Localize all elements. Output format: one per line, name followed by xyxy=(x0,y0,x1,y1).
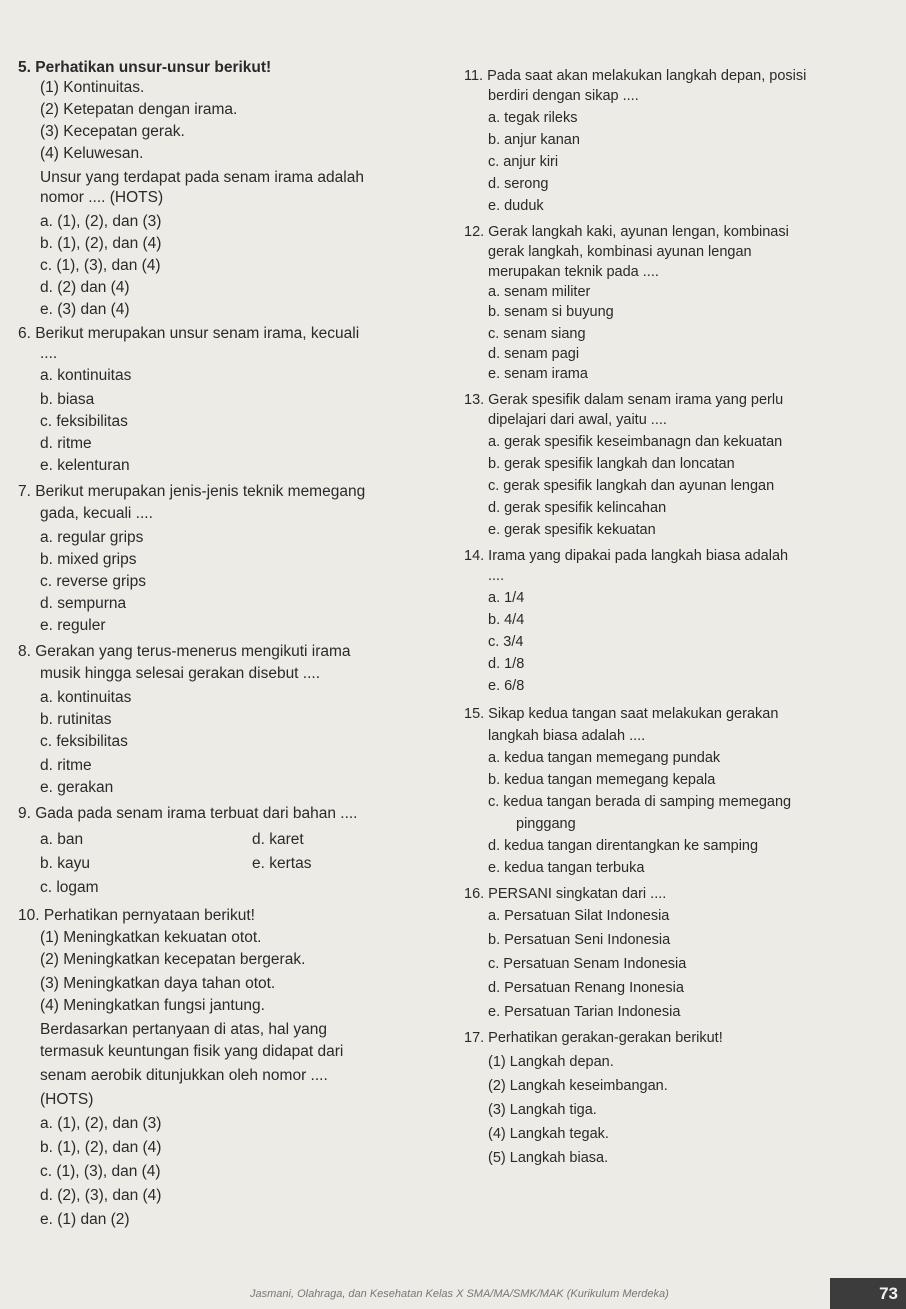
q11-option-a: a. tegak rileks xyxy=(488,110,578,126)
q13-stem-cont: dipelajari dari awal, yaitu .... xyxy=(488,412,667,428)
q9-option-a: a. ban xyxy=(40,831,84,848)
question-12-stem: 12. Gerak langkah kaki, ayunan lengan, kombinasi xyxy=(464,224,789,240)
page-number: 73 xyxy=(879,1284,898,1303)
question-6-stem: 6. Berikut merupakan unsur senam irama, kecuali xyxy=(18,325,360,342)
q10-question-cont-1: termasuk keuntungan fisik yang didapat dari xyxy=(40,1043,344,1060)
q9-option-c: c. logam xyxy=(40,879,99,896)
q6-option-d: d. ritme xyxy=(40,435,92,452)
q5-option-a: a. (1), (2), dan (3) xyxy=(40,213,162,230)
q10-option-c: c. (1), (3), dan (4) xyxy=(40,1163,161,1180)
q11-option-e: e. duduk xyxy=(488,198,544,214)
q12-stem-cont-1: gerak langkah, kombinasi ayunan lengan xyxy=(488,244,752,260)
q7-option-a: a. regular grips xyxy=(40,529,144,546)
q13-option-b: b. gerak spesifik langkah dan loncatan xyxy=(488,456,735,472)
q17-item-5: (5) Langkah biasa. xyxy=(488,1150,609,1166)
q5-question-cont: nomor .... (HOTS) xyxy=(40,189,164,206)
q6-option-e: e. kelenturan xyxy=(40,457,130,474)
question-9-stem: 9. Gada pada senam irama terbuat dari bahan .... xyxy=(18,805,358,822)
question-14-stem: 14. Irama yang dipakai pada langkah biasa adalah xyxy=(464,548,789,564)
q12-stem-cont-2: merupakan teknik pada .... xyxy=(488,264,659,280)
q15-option-b: b. kedua tangan memegang kepala xyxy=(488,772,716,788)
q8-option-e: e. gerakan xyxy=(40,779,114,796)
q17-item-4: (4) Langkah tegak. xyxy=(488,1126,609,1142)
q16-option-e: e. Persatuan Tarian Indonesia xyxy=(488,1004,681,1020)
q14-option-b: b. 4/4 xyxy=(488,612,525,628)
q14-option-a: a. 1/4 xyxy=(488,590,525,606)
q15-option-e: e. kedua tangan terbuka xyxy=(488,860,645,876)
question-15-stem: 15. Sikap kedua tangan saat melakukan gerakan xyxy=(464,706,779,722)
q15-option-c-cont: pinggang xyxy=(516,816,576,832)
q13-option-a: a. gerak spesifik keseimbanagn dan kekuatan xyxy=(488,434,783,450)
q5-item-3: (3) Kecepatan gerak. xyxy=(40,123,185,140)
q14-option-c: c. 3/4 xyxy=(488,634,524,650)
q7-option-e: e. reguler xyxy=(40,617,106,634)
q17-item-2: (2) Langkah keseimbangan. xyxy=(488,1078,668,1094)
q7-stem-cont: gada, kecuali .... xyxy=(40,505,153,522)
q17-item-3: (3) Langkah tiga. xyxy=(488,1102,597,1118)
q16-option-d: d. Persatuan Renang Inonesia xyxy=(488,980,684,996)
q13-option-e: e. gerak spesifik kekuatan xyxy=(488,522,656,538)
q10-item-3: (3) Meningkatkan daya tahan otot. xyxy=(40,975,276,992)
q10-question: Berdasarkan pertanyaan di atas, hal yang xyxy=(40,1021,327,1038)
q10-item-1: (1) Meningkatkan kekuatan otot. xyxy=(40,929,262,946)
q9-option-d: d. karet xyxy=(252,831,304,848)
q16-option-b: b. Persatuan Seni Indonesia xyxy=(488,932,671,948)
q8-option-d: d. ritme xyxy=(40,757,92,774)
q5-option-c: c. (1), (3), dan (4) xyxy=(40,257,161,274)
q5-option-b: b. (1), (2), dan (4) xyxy=(40,235,162,252)
q11-option-c: c. anjur kiri xyxy=(488,154,559,170)
q12-option-e: e. senam irama xyxy=(488,366,588,382)
q10-hots-tag: (HOTS) xyxy=(40,1091,94,1108)
question-7-stem: 7. Berikut merupakan jenis-jenis teknik memegang xyxy=(18,483,366,500)
q10-item-2: (2) Meningkatkan kecepatan bergerak. xyxy=(40,951,306,968)
question-13-stem: 13. Gerak spesifik dalam senam irama yang perlu xyxy=(464,392,784,408)
q5-question: Unsur yang terdapat pada senam irama adalah xyxy=(40,169,364,186)
question-8-stem: 8. Gerakan yang terus-menerus mengikuti irama xyxy=(18,643,351,660)
q5-item-2: (2) Ketepatan dengan irama. xyxy=(40,101,238,118)
q5-item-4: (4) Keluwesan. xyxy=(40,145,144,162)
q7-option-d: d. sempurna xyxy=(40,595,127,612)
q9-option-b: b. kayu xyxy=(40,855,90,872)
question-17-stem: 17. Perhatikan gerakan-gerakan berikut! xyxy=(464,1030,723,1046)
q5-option-e: e. (3) dan (4) xyxy=(40,301,130,318)
q10-question-cont-2: senam aerobik ditunjukkan oleh nomor .... xyxy=(40,1067,328,1084)
question-5-stem: 5. Perhatikan unsur-unsur berikut! xyxy=(18,59,272,76)
q12-option-a: a. senam militer xyxy=(488,284,591,300)
q12-option-b: b. senam si buyung xyxy=(488,304,614,320)
q7-option-c: c. reverse grips xyxy=(40,573,146,590)
q11-option-b: b. anjur kanan xyxy=(488,132,580,148)
q15-option-a: a. kedua tangan memegang pundak xyxy=(488,750,721,766)
q10-option-e: e. (1) dan (2) xyxy=(40,1211,130,1228)
q11-stem-cont: berdiri dengan sikap .... xyxy=(488,88,639,104)
q14-option-d: d. 1/8 xyxy=(488,656,525,672)
q12-option-c: c. senam siang xyxy=(488,326,586,342)
q13-option-c: c. gerak spesifik langkah dan ayunan lengan xyxy=(488,478,775,494)
q6-stem-cont: .... xyxy=(40,345,58,362)
q7-option-b: b. mixed grips xyxy=(40,551,137,568)
q10-option-a: a. (1), (2), dan (3) xyxy=(40,1115,162,1132)
q5-item-1: (1) Kontinuitas. xyxy=(40,79,145,96)
q10-option-d: d. (2), (3), dan (4) xyxy=(40,1187,162,1204)
q12-option-d: d. senam pagi xyxy=(488,346,580,362)
q15-option-d: d. kedua tangan direntangkan ke samping xyxy=(488,838,759,854)
question-16-stem: 16. PERSANI singkatan dari .... xyxy=(464,886,667,902)
q6-option-a: a. kontinuitas xyxy=(40,367,132,384)
q16-option-a: a. Persatuan Silat Indonesia xyxy=(488,908,670,924)
q9-option-e: e. kertas xyxy=(252,855,312,872)
q8-stem-cont: musik hingga selesai gerakan disebut .... xyxy=(40,665,321,682)
q13-option-d: d. gerak spesifik kelincahan xyxy=(488,500,667,516)
page-number-badge xyxy=(830,1278,906,1309)
q10-option-b: b. (1), (2), dan (4) xyxy=(40,1139,162,1156)
q8-option-a: a. kontinuitas xyxy=(40,689,132,706)
q10-item-4: (4) Meningkatkan fungsi jantung. xyxy=(40,997,265,1014)
q6-option-b: b. biasa xyxy=(40,391,95,408)
q15-stem-cont: langkah biasa adalah .... xyxy=(488,728,646,744)
question-10-stem: 10. Perhatikan pernyataan berikut! xyxy=(18,907,255,924)
q5-option-d: d. (2) dan (4) xyxy=(40,279,130,296)
question-11-stem: 11. Pada saat akan melakukan langkah depan, posisi xyxy=(464,68,807,84)
q17-item-1: (1) Langkah depan. xyxy=(488,1054,614,1070)
q15-option-c: c. kedua tangan berada di samping memegang xyxy=(488,794,792,810)
q14-option-e: e. 6/8 xyxy=(488,678,525,694)
q6-option-c: c. feksibilitas xyxy=(40,413,128,430)
q14-stem-cont: .... xyxy=(488,568,505,584)
q11-option-d: d. serong xyxy=(488,176,549,192)
q8-option-c: c. feksibilitas xyxy=(40,733,128,750)
q8-option-b: b. rutinitas xyxy=(40,711,112,728)
page-footer: Jasmani, Olahraga, dan Kesehatan Kelas X SMA/MA/SMK/MAK (Kurikulum Merdeka) xyxy=(250,1288,669,1300)
q16-option-c: c. Persatuan Senam Indonesia xyxy=(488,956,687,972)
